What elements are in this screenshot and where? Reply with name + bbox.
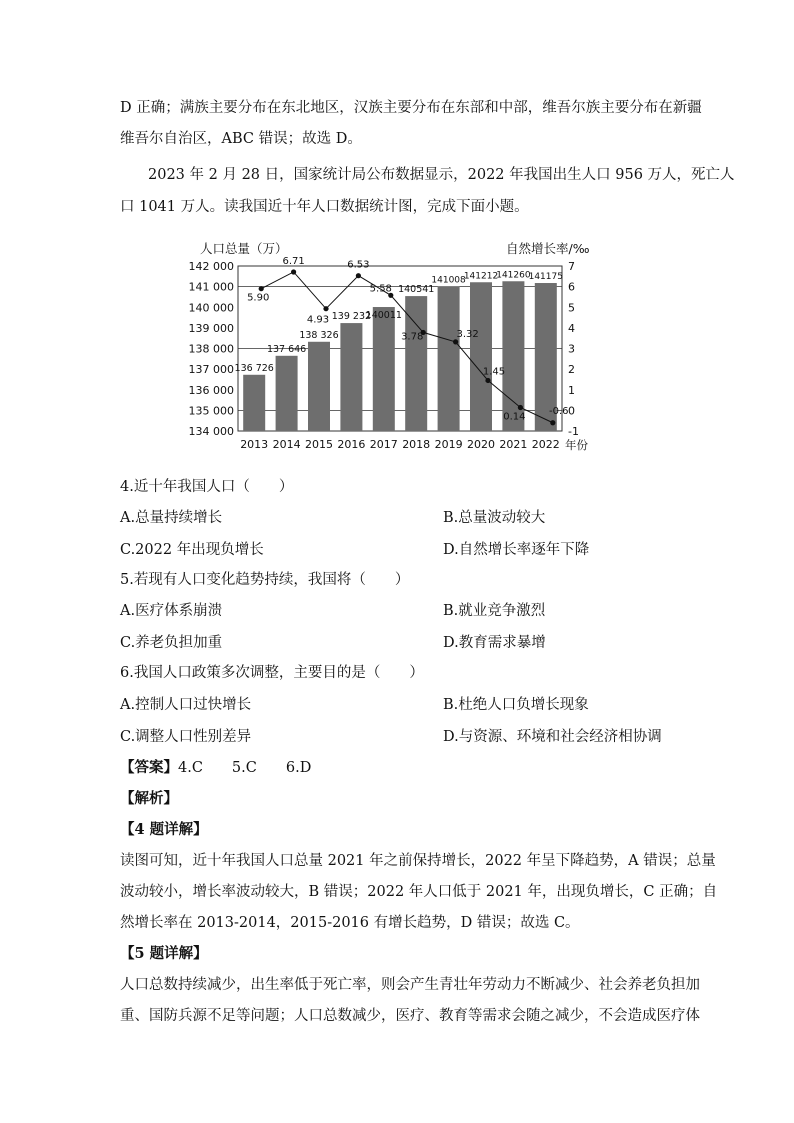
x-tick-label: 2013 [240, 438, 269, 451]
right-tick-label: 6 [568, 280, 575, 294]
x-tick-label: 2020 [467, 438, 495, 451]
question-4-option-a: A.总量持续增长 [120, 510, 223, 526]
left-tick-label: 141 000 [188, 280, 234, 294]
question-6-option-b: B.杜绝人口负增长现象 [443, 697, 589, 713]
growth-rate-label: 6.53 [347, 259, 370, 271]
growth-rate-label: 6.71 [282, 255, 305, 267]
intro-line-1: D 正确；满族主要分布在东北地区，汉族主要分布在东部和中部，维吾尔族主要分布在新疆 [120, 100, 702, 116]
bar-value-label: 141175 [528, 272, 563, 283]
x-tick-label: 2017 [369, 438, 398, 451]
left-tick-label: 136 000 [188, 383, 234, 397]
growth-rate-label: 5.58 [369, 283, 392, 295]
left-tick-label: 137 000 [188, 363, 234, 377]
question-5-option-d: D.教育需求暴增 [443, 635, 546, 651]
q4-detail-line-1: 读图可知，近十年我国人口总量 2021 年之前保持增长，2022 年呈下降趋势，A 错误；总量 [120, 853, 716, 869]
q5-detail-line-1: 人口总数持续减少，出生率低于死亡率，则会产生青壮年劳动力不断减少、社会养老负担加 [120, 977, 700, 993]
growth-rate-point [518, 405, 523, 410]
right-tick-label: 0 [568, 404, 575, 418]
analysis-label: 【解析】 [120, 790, 178, 807]
bar [373, 307, 395, 431]
growth-rate-point [485, 378, 490, 383]
q4-detail-label: 【4 题详解】 [120, 821, 208, 838]
question-4-option-d: D.自然增长率逐年下降 [443, 542, 590, 558]
growth-rate-label: 3.32 [456, 328, 479, 340]
bar [243, 375, 265, 431]
bar-value-label: 137 646 [266, 343, 307, 355]
right-tick-label: 2 [568, 363, 575, 377]
population-chart [180, 232, 600, 457]
question-5-option-b: B.就业竞争激烈 [443, 603, 546, 619]
q4-detail-line-2: 波动较小，增长率波动较大，B 错误；2022 年人口低于 2021 年，出现负增长，C 正确；自 [120, 884, 718, 900]
question-4-stem: 4.近十年我国人口（ ） [120, 479, 294, 495]
bar [308, 342, 330, 431]
x-tick-label: 2014 [272, 438, 301, 451]
question-6-stem: 6.我国人口政策多次调整，主要目的是（ ） [120, 665, 424, 681]
x-tick-label: 2015 [305, 438, 333, 451]
right-tick-label: 4 [568, 321, 575, 335]
x-tick-label: 2021 [499, 438, 528, 451]
growth-rate-point [453, 339, 458, 344]
question-5-stem: 5.若现有人口变化趋势持续，我国将（ ） [120, 572, 410, 588]
question-6-option-a: A.控制人口过快增长 [120, 697, 252, 713]
bar [340, 323, 362, 431]
intro-line-4: 口 1041 万人。读我国近十年人口数据统计图，完成下面小题。 [120, 199, 529, 215]
growth-rate-label: 5.90 [247, 292, 270, 304]
intro-line-3: 2023 年 2 月 28 日，国家统计局公布数据显示，2022 年我国出生人口 956 万人，死亡人 [148, 167, 735, 183]
left-tick-label: 134 000 [188, 425, 234, 438]
left-axis-title: 人口总量（万） [200, 241, 288, 256]
question-4-option-b: B.总量波动较大 [443, 510, 546, 526]
right-tick-label: 7 [568, 260, 575, 273]
bar-value-label: 138 326 [299, 329, 339, 341]
bar-value-label: 136 726 [234, 362, 274, 374]
right-tick-label: -1 [568, 425, 579, 438]
bar-value-label: 141008 [431, 275, 466, 286]
answer-line [120, 758, 311, 778]
right-tick-label: 5 [568, 301, 575, 315]
bar-value-label: 140011 [365, 310, 402, 322]
q5-detail-line-2: 重、国防兵源不足等问题；人口总数减少，医疗、教育等需求会随之减少，不会造成医疗体 [120, 1008, 700, 1024]
question-4-option-c: C.2022 年出现负增长 [120, 542, 264, 558]
growth-rate-point [356, 273, 361, 278]
bar-value-label: 140541 [398, 284, 435, 296]
question-5-option-c: C.养老负担加重 [120, 635, 223, 651]
x-tick-label: 2016 [337, 438, 366, 451]
right-axis-title: 自然增长率/‰ [506, 241, 590, 256]
growth-rate-point [550, 420, 555, 425]
right-tick-label: 1 [568, 383, 575, 397]
bar-value-label: 141212 [463, 271, 499, 282]
question-6-option-d: D.与资源、环境和社会经济相协调 [443, 729, 662, 745]
x-tick-label: 2018 [402, 438, 431, 451]
answer-text: 4.C 5.C 6.D [178, 760, 312, 776]
bar-value-label: 141260 [496, 270, 531, 281]
left-tick-label: 142 000 [188, 260, 234, 273]
growth-rate-label: 1.45 [482, 366, 506, 378]
growth-rate-label: 4.93 [306, 314, 330, 326]
x-tick-label: 2022 [531, 438, 560, 451]
left-tick-label: 140 000 [188, 301, 234, 315]
x-unit-label: 年份 [565, 438, 588, 452]
growth-rate-label: -0.6 [549, 405, 569, 417]
left-tick-label: 138 000 [188, 342, 234, 356]
left-tick-label: 139 000 [188, 321, 234, 335]
growth-rate-label: 0.14 [503, 411, 526, 423]
q4-detail-line-3: 然增长率在 2013-2014，2015-2016 有增长趋势，D 错误；故选 C。 [120, 915, 580, 931]
bar [276, 356, 298, 431]
answer-label: 【答案】 [120, 759, 178, 776]
x-tick-label: 2019 [434, 438, 463, 451]
question-5-option-a: A.医疗体系崩溃 [120, 603, 223, 619]
growth-rate-point [323, 306, 328, 311]
q5-detail-label: 【5 题详解】 [120, 945, 208, 962]
right-tick-label: 3 [568, 342, 575, 356]
intro-line-2: 维吾尔自治区，ABC 错误；故选 D。 [120, 131, 362, 147]
question-6-option-c: C.调整人口性别差异 [120, 729, 252, 745]
growth-rate-point [291, 269, 296, 274]
bar [470, 282, 492, 431]
bar [438, 286, 460, 431]
growth-rate-label: 3.78 [401, 331, 424, 343]
bar-value-label: 139 232 [331, 311, 372, 323]
growth-rate-point [259, 286, 264, 291]
left-tick-label: 135 000 [188, 404, 234, 418]
